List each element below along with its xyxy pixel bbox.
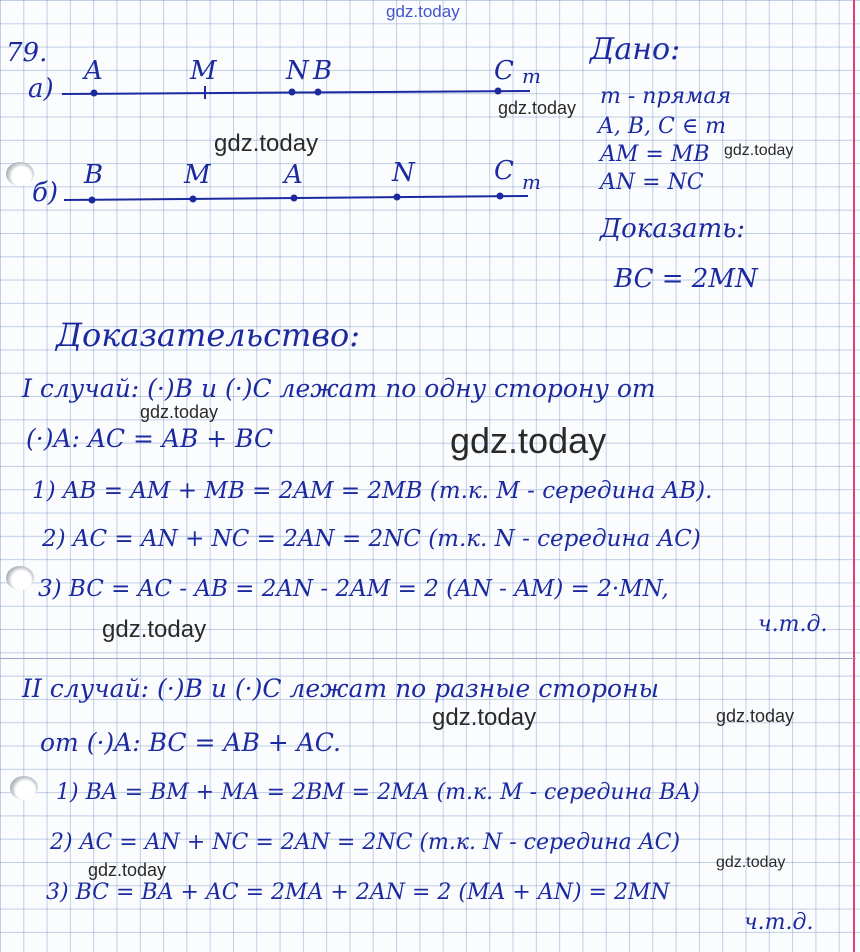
- watermark-8: gdz.today: [716, 706, 795, 726]
- figure-a-line-name: m: [522, 64, 541, 88]
- margin-line: [853, 0, 855, 952]
- figure-b-point-A: A: [284, 160, 303, 190]
- given-line-3: AM = MB: [600, 142, 710, 167]
- point-a-N: [289, 89, 296, 96]
- watermark-3: gdz.today: [724, 142, 794, 159]
- figure-a-point-M: M: [190, 56, 217, 86]
- point-b-N: [394, 194, 401, 201]
- point-a-A: [91, 90, 98, 97]
- point-b-M: [190, 196, 197, 203]
- case1-step-2: 2) AC = AN + NC = 2AN = 2NC (т.к. N - середина AC): [42, 526, 701, 552]
- watermark-7: gdz.today: [432, 704, 537, 731]
- case1-step-3: 3) BC = AC - AB = 2AN - 2AM = 2 (AN - AM) = 2·MN,: [38, 576, 669, 602]
- problem-number: 79.: [6, 38, 48, 68]
- point-a-C: [495, 88, 502, 95]
- watermark-1: gdz.today: [498, 98, 577, 118]
- given-title: Дано:: [590, 32, 681, 67]
- figure-b-label: б): [32, 178, 59, 208]
- watermark-6: gdz.today: [102, 616, 207, 643]
- case2-step-3: 3) BC = BA + AC = 2MA + 2AN = 2 (MA + AN) = 2MN: [46, 880, 670, 905]
- figure-b-point-B: B: [84, 160, 104, 190]
- watermark-2: gdz.today: [214, 130, 319, 157]
- prove-statement: BC = 2MN: [614, 264, 758, 294]
- figure-a-point-A: A: [84, 56, 103, 86]
- figure-b-line-name: m: [522, 170, 541, 194]
- case2-intro: от (·)A: BC = AB + AC.: [40, 728, 341, 757]
- case2-qed: ч.т.д.: [744, 910, 814, 935]
- given-line-2: A, B, C ∈ m: [598, 114, 726, 139]
- binder-hole-1: [6, 162, 34, 186]
- point-b-B: [89, 197, 96, 204]
- prove-title: Доказать:: [600, 214, 746, 244]
- figure-b-point-C: C: [494, 156, 514, 186]
- watermark-9: gdz.today: [716, 854, 786, 871]
- given-line-1: m - прямая: [600, 84, 732, 109]
- point-a-B: [315, 89, 322, 96]
- figure-a-point-B: B: [313, 56, 333, 86]
- figure-a-label: а): [28, 74, 54, 104]
- watermark-5: gdz.today: [450, 420, 607, 461]
- given-line-4: AN = NC: [600, 170, 704, 195]
- case2-step-2: 2) AC = AN + NC = 2AN = 2NC (т.к. N - середина AC): [50, 830, 681, 855]
- proof-title: Доказательство:: [56, 316, 361, 354]
- figure-b-point-M: M: [184, 160, 211, 190]
- watermark-10: gdz.today: [88, 860, 167, 880]
- point-b-C: [497, 193, 504, 200]
- line-b: [64, 196, 528, 200]
- case2-heading: II случай: (·)B и (·)C лежат по разные стороны: [22, 674, 659, 703]
- line-a: [62, 91, 530, 94]
- figure-a-point-C: C: [494, 56, 514, 86]
- case2-step-1: 1) BA = BM + MA = 2BM = 2MA (т.к. M - середина BA): [56, 780, 700, 805]
- watermark-4: gdz.today: [140, 402, 219, 422]
- binder-hole-2: [6, 566, 34, 590]
- case1-intro: (·)A: AC = AB + BC: [26, 424, 274, 453]
- case1-qed: ч.т.д.: [758, 612, 828, 637]
- section-divider: [0, 658, 856, 659]
- point-b-A: [291, 195, 298, 202]
- figure-b-point-N: N: [392, 158, 415, 188]
- binder-hole-3: [10, 776, 38, 800]
- site-header: gdz.today: [386, 2, 460, 21]
- figure-a-point-N: N: [286, 56, 309, 86]
- case1-step-1: 1) AB = AM + MB = 2AM = 2MB (т.к. M - середина AB).: [32, 478, 713, 504]
- case1-heading: I случай: (·)B и (·)C лежат по одну сторону от: [22, 374, 656, 403]
